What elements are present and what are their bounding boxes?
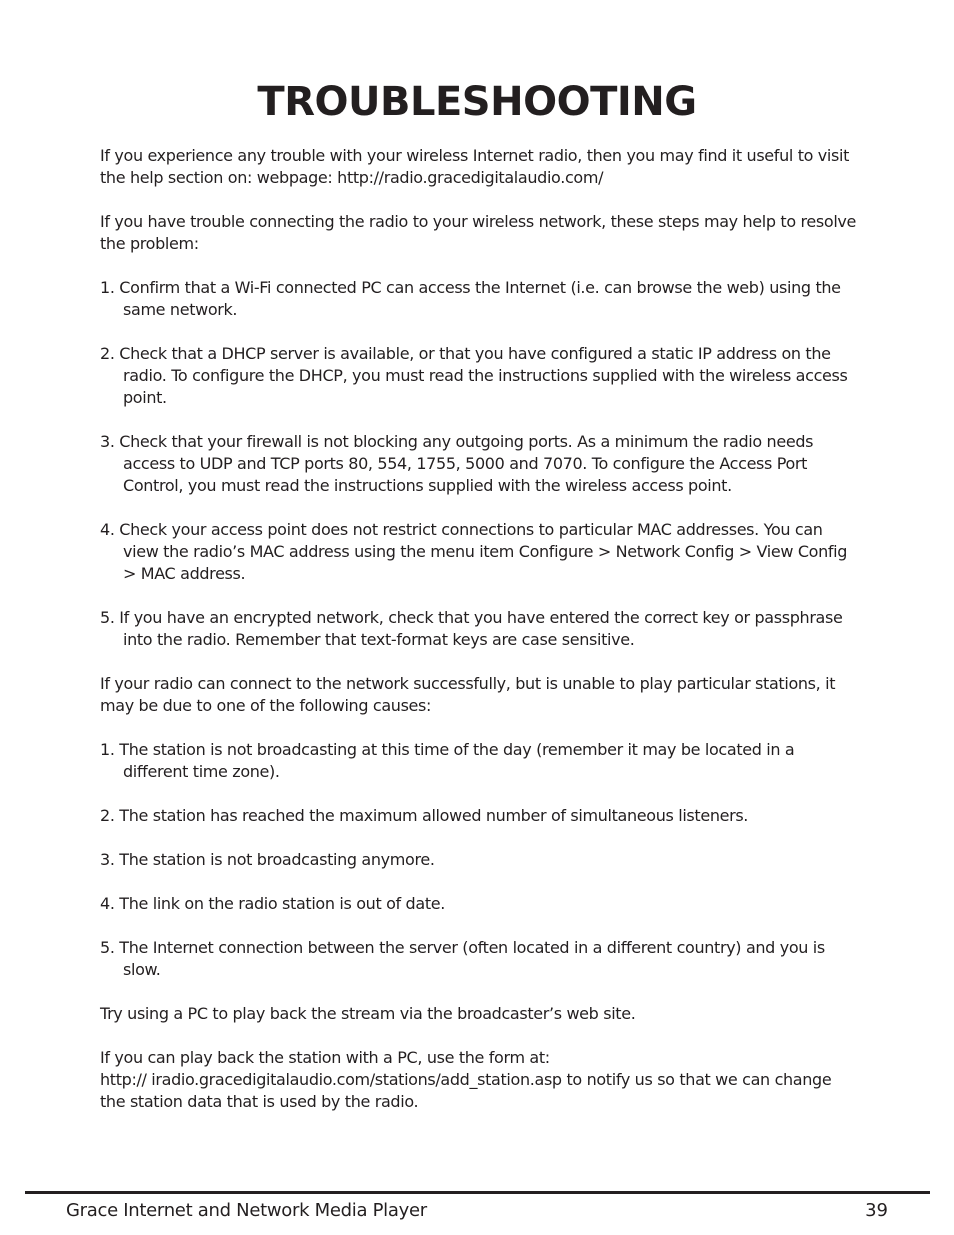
station-cause-3: 3. The station is not broadcasting anymore. [100, 850, 435, 869]
page-content [100, 145, 860, 1135]
station-cause-1: 1. The station is not broadcasting at this time of the day (remember it may be located in a different time zone). [100, 740, 795, 781]
page-number: 39 [865, 1200, 888, 1221]
station-form-line-2: http:// iradio.gracedigitalaudio.com/stations/add_station.asp to notify us so that we can change the station data that is used by the radio. [100, 1070, 832, 1111]
network-step-3: 3. Check that your firewall is not blocking any outgoing ports. As a minimum the radio needs access to UDP and TCP ports 80, 554, 1755, 5000 and 7070. To configure the Access Port Control, you must read the instructions supplied with the wireless access point. [100, 432, 814, 495]
help-paragraph: If you experience any trouble with your wireless Internet radio, then you may find it useful to visit the help section on: webpage: http://radio.gracedigitalaudio.com/ [100, 146, 850, 187]
station-cause-4: 4. The link on the radio station is out of date. [100, 894, 445, 913]
network-step-4: 4. Check your access point does not restrict connections to particular MAC addresses. You can view the radio’s MAC address using the menu item Configure > Network Config > View Config > MAC address. [100, 520, 848, 583]
try-pc-paragraph: Try using a PC to play back the stream via the broadcaster’s web site. [100, 1004, 636, 1023]
network-step-1: 1. Confirm that a Wi-Fi connected PC can access the Internet (i.e. can browse the web) using the same network. [100, 278, 841, 319]
network-step-2: 2. Check that a DHCP server is available, or that you have configured a static IP address on the radio. To configure the DHCP, you must read the instructions supplied with the wireless access point. [100, 344, 848, 407]
station-cause-2: 2. The station has reached the maximum allowed number of simultaneous listeners. [100, 806, 749, 825]
station-causes-list [100, 739, 860, 981]
station-form-paragraph [100, 1047, 860, 1113]
footer-divider [25, 1191, 930, 1194]
station-form-line-1: If you can play back the station with a PC, use the form at: [100, 1048, 550, 1067]
network-step-5: 5. If you have an encrypted network, check that you have entered the correct key or passphrase into the radio. Remember that text-format keys are case sensitive. [100, 608, 843, 649]
network-steps-list [100, 277, 860, 651]
page-title: TROUBLESHOOTING [257, 79, 697, 125]
network-intro-paragraph: If you have trouble connecting the radio to your wireless network, these steps may help to resolve the problem: [100, 212, 857, 253]
station-cause-5: 5. The Internet connection between the server (often located in a different country) and you is slow. [100, 938, 825, 979]
footer-title: Grace Internet and Network Media Player [66, 1200, 427, 1221]
stations-intro-paragraph: If your radio can connect to the network successfully, but is unable to play particular stations, it may be due to one of the following causes: [100, 674, 836, 715]
